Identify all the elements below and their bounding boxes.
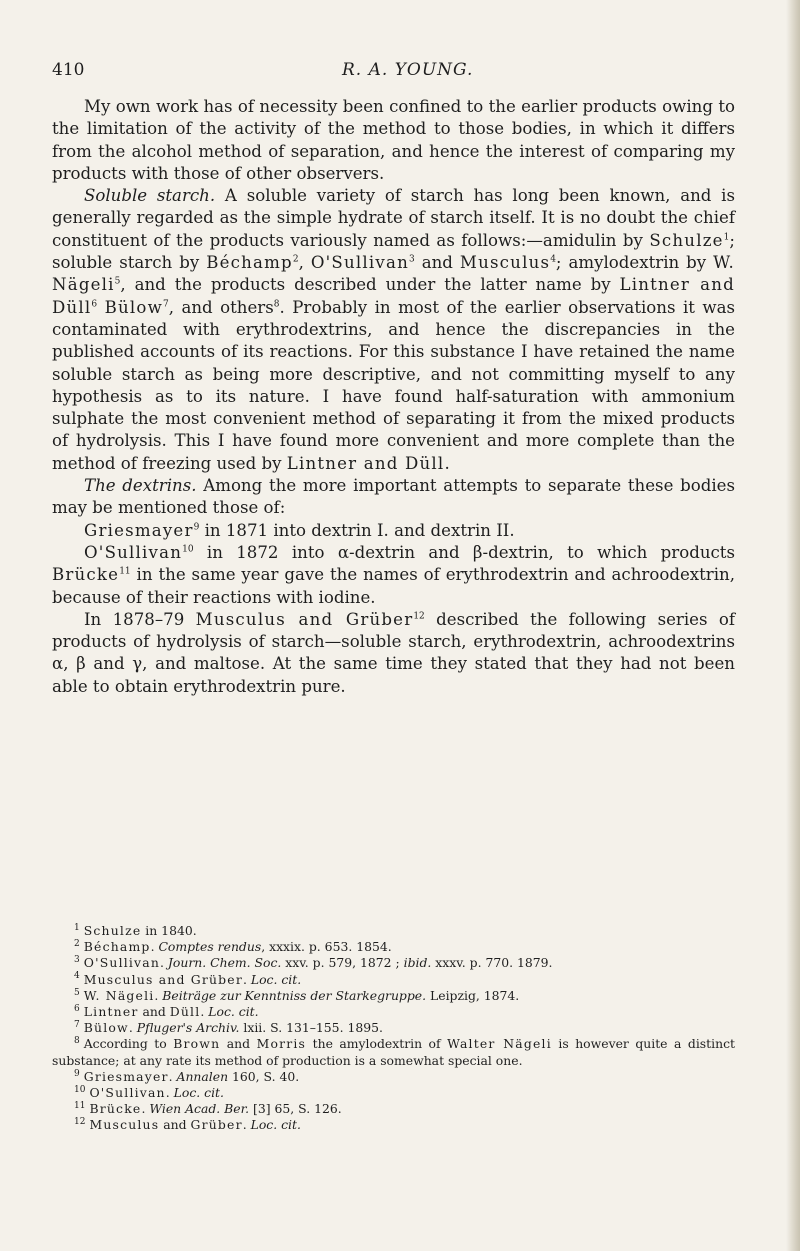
footnote-mark: 3 — [74, 955, 80, 966]
footnote-mark: 10 — [74, 1084, 86, 1095]
author-name: Morris — [256, 1036, 307, 1052]
citation-title: Annalen — [176, 1068, 229, 1084]
footnotes — [52, 923, 735, 1134]
text: xxv. p. 579, 1872 ; — [281, 955, 404, 971]
author-name: Griesmayer — [83, 1068, 169, 1084]
text: [3] 65, S. 126. — [249, 1101, 342, 1117]
footnote — [52, 1020, 735, 1036]
author-name: Lintner and Düll — [286, 453, 445, 473]
text: . — [200, 1004, 209, 1020]
text: and — [159, 1117, 191, 1133]
footnote — [52, 923, 735, 939]
citation-title: Loc. cit. — [173, 1085, 224, 1101]
footnote-ref: 8 — [273, 299, 280, 310]
footnote — [52, 1036, 735, 1068]
text: , — [298, 253, 311, 273]
author-name: Lintner — [83, 1004, 139, 1020]
paragraph-osullivan — [52, 542, 735, 609]
footnote — [52, 939, 735, 955]
text: . — [150, 939, 159, 955]
text: My own work has of necessity been confined to the earlier products owing to the limitation of the activity of the method to those bodies, in which it differs from the alcohol method of separation, and hence the interest of comparing my products with those of other observers. — [52, 97, 735, 183]
footnote-mark: 2 — [74, 939, 80, 950]
text: According to — [83, 1036, 174, 1052]
author-name: Brücke — [89, 1101, 142, 1117]
page-number: 410 — [52, 60, 85, 80]
citation-title: Comptes rendus — [158, 939, 262, 955]
footnote-mark: 8 — [74, 1036, 80, 1047]
author-name: Béchamp — [206, 253, 293, 273]
author-name: Düll — [169, 1004, 201, 1020]
citation-title: Loc. cit. — [250, 971, 302, 987]
author-name: O'Sullivan — [89, 1085, 166, 1101]
paragraph-1 — [52, 96, 735, 185]
citation-title: Pfluger's Archiv. — [136, 1020, 240, 1036]
running-title: R. A. YOUNG. — [342, 60, 474, 80]
text: and — [220, 1036, 257, 1052]
footnote-mark: 4 — [74, 971, 80, 982]
text: and — [138, 1004, 170, 1020]
text: . — [160, 955, 168, 971]
footnote-ref: 6 — [91, 299, 98, 310]
paragraph-musculus — [52, 609, 735, 698]
footnote-ref: 5 — [114, 276, 121, 287]
text: , and others — [168, 297, 274, 317]
text: ; amylodextrin by — [555, 253, 714, 273]
author-name: Brücke — [52, 565, 120, 585]
text: . — [444, 453, 450, 473]
author-name: W. Nägeli — [83, 987, 155, 1003]
author-name: Griesmayer — [84, 520, 194, 540]
footnote-ref: 10 — [182, 544, 194, 555]
author-name: Schulze — [649, 230, 724, 250]
footnote — [52, 1101, 735, 1117]
author-name: Musculus — [89, 1117, 160, 1133]
footnote — [52, 972, 735, 988]
text: . — [154, 987, 163, 1003]
text: in 1840. — [141, 923, 197, 938]
footnote-ref: 1 — [723, 232, 730, 243]
citation-title: Loc. cit. — [208, 1004, 259, 1020]
citation-title: Beiträge zur Kenntniss der Starkegruppe. — [162, 987, 427, 1003]
text: ; soluble starch by — [52, 230, 735, 273]
footnote-ref: 7 — [163, 299, 169, 310]
footnote-ref: 9 — [193, 522, 200, 533]
author-name: Brown — [173, 1036, 221, 1052]
author-name: W. Nägeli — [52, 253, 736, 295]
text: and — [414, 253, 460, 273]
footnote-mark: 1 — [74, 922, 80, 933]
page-edge-shadow — [786, 0, 800, 1251]
paragraph-griesmayer — [52, 520, 735, 542]
text: In 1878–79 — [84, 609, 196, 629]
footnote — [52, 1004, 735, 1020]
author-name: Musculus and Grüber — [195, 609, 414, 629]
footnote-ref: 4 — [550, 254, 556, 265]
text: Among the more important attempts to separate these bodies may be mentioned those of: — [52, 476, 735, 518]
text: . — [165, 1085, 174, 1101]
author-name: Musculus — [459, 253, 551, 273]
footnote-mark: 12 — [74, 1117, 86, 1128]
author-name: O'Sullivan — [310, 253, 409, 273]
text: xxxv. p. 770. 1879. — [431, 955, 553, 971]
text: . — [242, 1117, 251, 1133]
footnote-ref: 3 — [408, 254, 415, 265]
text: described the following series of products of hydrolysis of starch—soluble starch, erythrodextrin, achroodextrins α, β and γ, and maltose. At the same time they stated that they had not been able to obtain erythrodextrin pure. — [52, 609, 735, 696]
text: , and the products described under the latter name by — [120, 275, 620, 295]
text: . — [128, 1020, 137, 1036]
footnote-mark: 11 — [74, 1101, 86, 1112]
text: Leipzig, 1874. — [426, 987, 520, 1003]
author-name: Béchamp — [83, 939, 151, 955]
text: lxii. S. 131–155. 1895. — [239, 1020, 383, 1036]
author-name: O'Sullivan — [84, 542, 183, 562]
footnote — [52, 1117, 735, 1133]
page-header — [52, 60, 732, 82]
footnote-mark: 6 — [74, 1003, 80, 1014]
footnote — [52, 955, 735, 971]
text: . — [141, 1101, 150, 1117]
footnote-mark: 9 — [74, 1068, 80, 1079]
footnote-ref: 2 — [292, 254, 299, 265]
text: 160, S. 40. — [228, 1068, 300, 1084]
author-name: Musculus and Grüber — [83, 971, 243, 987]
paragraph-soluble-starch — [52, 185, 735, 475]
text: A soluble variety of starch has long been known, and is generally regarded as the simple hydrate of starch itself. It is no doubt the chief constituent of the products variously named as follows:—amidulin by — [52, 186, 735, 250]
body-text — [52, 96, 735, 698]
text: is however quite a distinct substance; at any rate its method of production is a somewhat special one. — [52, 1036, 735, 1068]
text: . — [168, 1068, 177, 1084]
footnote — [52, 988, 735, 1004]
footnote-ref: 11 — [119, 566, 131, 577]
citation-title: Journ. Chem. Soc. — [167, 955, 282, 971]
text: in 1872 into α-dextrin and β-dextrin, to which products — [193, 542, 735, 562]
section-title: The dextrins. — [84, 476, 197, 496]
footnote-mark: 5 — [74, 987, 80, 998]
author-name: O'Sullivan — [83, 955, 161, 971]
text: , xxxix. p. 653. 1854. — [261, 939, 392, 955]
text — [97, 298, 104, 317]
author-name: Grüber — [190, 1117, 243, 1133]
text: in the same year gave the names of erythrodextrin and achroodextrin, because of their reactions with iodine. — [52, 565, 735, 607]
footnote-mark: 7 — [74, 1020, 80, 1031]
text: in 1871 into dextrin I. and dextrin II. — [199, 520, 515, 540]
section-title: Soluble starch. — [84, 186, 216, 206]
author-name: Lintner and Düll — [52, 275, 735, 317]
author-name: Schulze — [83, 923, 142, 938]
text: the amylodextrin of — [306, 1036, 448, 1052]
text: . — [242, 971, 251, 987]
author-name: Bülow — [83, 1020, 129, 1036]
footnote — [52, 1069, 735, 1085]
citation-title: Loc. cit. — [250, 1117, 301, 1133]
citation-title: Wien Acad. Ber. — [149, 1101, 250, 1117]
author-name: Walter Nägeli — [447, 1036, 552, 1052]
text: . Probably in most of the earlier observations it was contaminated with erythrodextrins, and hence the discrepancies in the published accounts of its reactions. For this substance I have retained the name soluble starch as being more descriptive, and not committing myself to any hypothesis as to its nature. I have found half-saturation with ammonium sulphate the most convenient method of separating it from the mixed products of hydrolysis. This I have found more convenient and more complete than the method of freezing used by — [52, 297, 736, 473]
paragraph-dextrins — [52, 475, 735, 520]
footnote-ref: 12 — [413, 611, 425, 622]
citation-title: ibid. — [403, 955, 432, 971]
footnote — [52, 1085, 735, 1101]
author-name: Bülow — [104, 297, 163, 317]
